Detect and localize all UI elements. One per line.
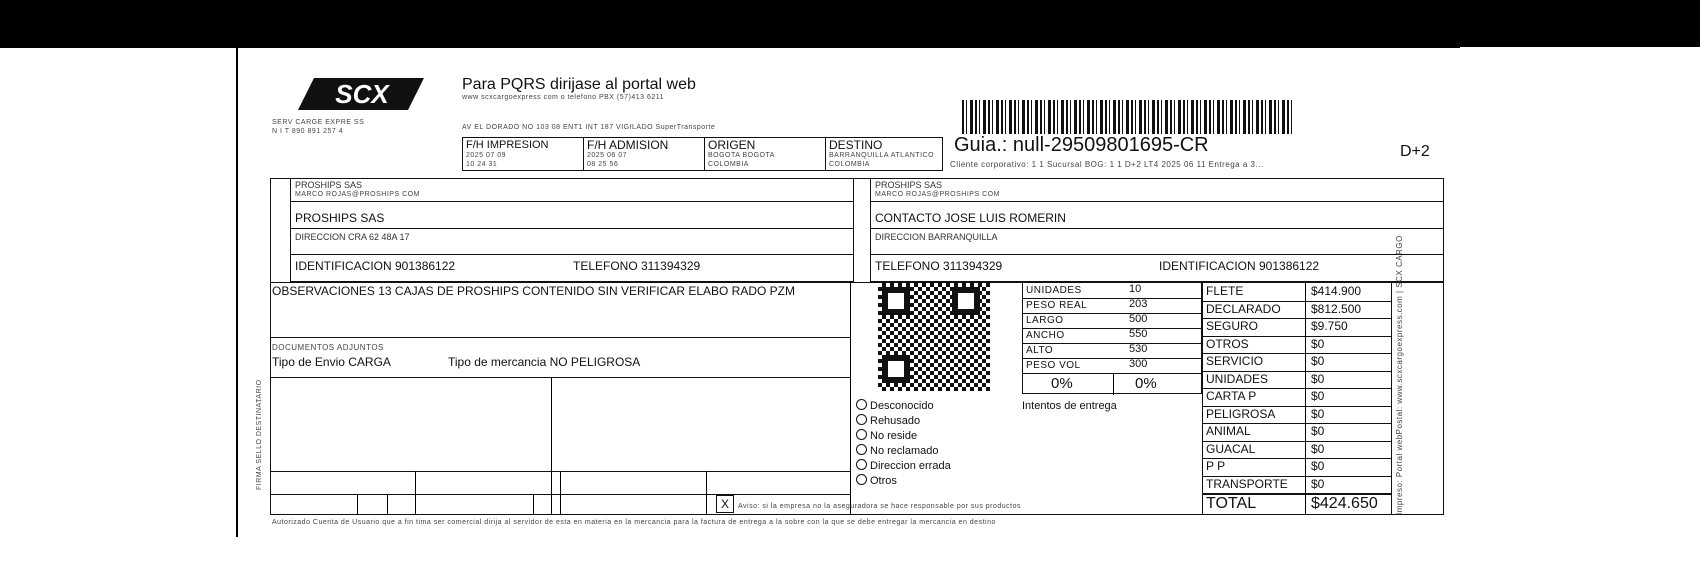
sender-small-name: PROSHIPS SAS [295, 180, 363, 190]
cost-row [1203, 441, 1391, 460]
cost-value: $0 [1311, 476, 1325, 491]
costs-table [1202, 282, 1392, 515]
measure-value: 10 [1129, 283, 1142, 295]
tipo-envio: Tipo de Envio CARGA [272, 355, 391, 369]
radio-circle-icon[interactable] [856, 399, 867, 410]
origen-label: ORIGEN [708, 138, 756, 152]
cost-row [1203, 318, 1391, 337]
top-rule [0, 47, 1460, 48]
pqrs-subtitle: www scxcargoexpress com o telefono PBX (57)413 6211 [462, 94, 665, 101]
cost-value: $9.750 [1311, 319, 1348, 333]
measure-label: PESO VOL [1026, 360, 1081, 371]
measure-value: 530 [1129, 343, 1148, 355]
delivery-code: D+2 [1400, 143, 1430, 160]
status-option-label: No reside [870, 430, 918, 442]
status-options [856, 399, 951, 489]
status-option-label: Desconocido [870, 400, 934, 412]
left-margin-rule [236, 47, 238, 537]
cost-value: $0 [1311, 441, 1325, 456]
cost-row [1203, 458, 1391, 477]
cost-value: $0 [1311, 459, 1325, 473]
fh-impresion-label: F/H IMPRESION [466, 139, 549, 151]
measure-value: 500 [1129, 313, 1148, 325]
cost-label: GUACAL [1206, 441, 1256, 456]
measure-label: ANCHO [1026, 330, 1065, 341]
observaciones: OBSERVACIONES 13 CAJAS DE PROSHIPS CONTENIDO SIN VERIFICAR ELABO RADO PZM [272, 284, 796, 298]
status-option[interactable] [856, 414, 951, 429]
percent-2: 0% [1135, 375, 1157, 392]
measure-label: ALTO [1026, 345, 1054, 356]
status-option-label: No reclamado [870, 445, 939, 457]
measure-label: LARGO [1026, 315, 1064, 326]
sender-identificacion: IDENTIFICACION 901386122 [295, 259, 456, 273]
destino-label: DESTINO [829, 138, 883, 152]
sender-direccion: DIRECCION CRA 62 48A 17 [295, 232, 410, 242]
destino-box [825, 137, 943, 171]
logo-text: SCX [335, 79, 389, 109]
measure-row [1023, 328, 1201, 344]
sender-block [290, 178, 854, 282]
cost-row [1203, 283, 1391, 302]
cost-label: P P [1206, 459, 1226, 473]
scx-logo [296, 76, 426, 112]
cost-row [1203, 423, 1391, 442]
documentos-adjuntos: DOCUMENTOS ADJUNTOS [272, 343, 384, 352]
measure-row [1023, 313, 1201, 329]
cost-label: CARTA P [1206, 389, 1257, 403]
x-mark: X [721, 497, 730, 511]
receiver-telefono: TELEFONO 311394329 [875, 259, 1003, 273]
company-line-2: N I T 890 891 257 4 [272, 128, 344, 135]
total-value: $424.650 [1311, 495, 1378, 512]
status-option-label: Otros [870, 475, 897, 487]
cost-label: OTROS [1206, 336, 1249, 351]
status-option[interactable] [856, 399, 951, 414]
receiver-block [870, 178, 1444, 282]
destino-line-2: COLOMBIA [829, 161, 870, 168]
fh-admision-box [583, 137, 705, 171]
receiver-email: MARCO ROJAS@PROSHIPS COM [875, 191, 1000, 198]
measure-value: 300 [1129, 358, 1148, 370]
cost-value: $0 [1311, 389, 1325, 403]
qr-code [878, 283, 990, 391]
left-side-text: FIRMA SELLO DESTINATARIO [256, 379, 263, 490]
status-option-label: Direccion errada [870, 460, 951, 472]
status-option[interactable] [856, 444, 951, 459]
fh-impresion-time: 10 24 31 [466, 161, 498, 168]
address-line: AV EL DORADO NO 103 08 ENT1 INT 187 VIGILADO SuperTransporte [462, 124, 716, 131]
origen-line-1: BOGOTA BOGOTA [708, 152, 775, 159]
status-option-label: Rehusado [870, 415, 921, 427]
receiver-identificacion: IDENTIFICACION 901386122 [1159, 259, 1320, 273]
cost-value: $0 [1311, 354, 1325, 368]
fh-impresion-box [462, 137, 584, 171]
radio-circle-icon[interactable] [856, 444, 867, 455]
right-side-text: Impreso: Portal webPostal: www.scxcargoexpress.com | SCX CARGO [1395, 235, 1404, 515]
measure-row [1023, 283, 1201, 299]
cost-row [1203, 336, 1391, 355]
intentos-label: Intentos de entrega [1022, 400, 1117, 412]
cost-label: DECLARADO [1206, 301, 1281, 316]
cost-value: $0 [1311, 406, 1325, 421]
measure-value: 550 [1129, 328, 1148, 340]
cost-row [1203, 476, 1391, 495]
cost-value: $0 [1311, 336, 1325, 351]
origen-line-2: COLOMBIA [708, 161, 749, 168]
status-option[interactable] [856, 429, 951, 444]
cost-row [1203, 371, 1391, 390]
receiver-small-name: PROSHIPS SAS [875, 180, 943, 190]
cost-label: SERVICIO [1206, 354, 1264, 368]
radio-circle-icon[interactable] [856, 429, 867, 440]
sender-email: MARCO ROJAS@PROSHIPS COM [295, 191, 420, 198]
percent-1: 0% [1051, 375, 1073, 392]
company-line-1: SERV CARGE EXPRE SS [272, 119, 365, 126]
x-checkbox[interactable] [716, 495, 734, 513]
cost-label: ANIMAL [1206, 424, 1251, 438]
sender-telefono: TELEFONO 311394329 [573, 259, 701, 273]
cost-label: TRANSPORTE [1206, 476, 1288, 491]
measure-label: UNIDADES [1026, 285, 1082, 296]
measure-row [1023, 358, 1201, 374]
cost-row [1203, 388, 1391, 407]
barcode [962, 100, 1292, 134]
radio-circle-icon[interactable] [856, 474, 867, 485]
status-option[interactable] [856, 459, 951, 474]
footer-note: Autorizado Cuenta de Usuario que a fin tima ser comercial dirija al servidor de esta en materia en la mercancia para la factura de entrega a la sobre con la que se debe entregar la mercancia en destino [272, 519, 996, 526]
cost-value: $0 [1311, 371, 1325, 386]
measure-value: 203 [1129, 298, 1148, 310]
fh-impresion-date: 2025 07 09 [466, 152, 507, 159]
origen-box [704, 137, 826, 171]
measure-row [1023, 343, 1201, 359]
cost-value: $414.900 [1311, 284, 1362, 298]
pqrs-title: Para PQRS dirijase al portal web [462, 76, 696, 93]
cost-label: PELIGROSA [1206, 406, 1276, 421]
radio-circle-icon[interactable] [856, 414, 867, 425]
fh-admision-label: F/H ADMISION [587, 138, 669, 152]
fh-admision-time: 08 25 56 [587, 161, 619, 168]
status-option[interactable] [856, 474, 951, 489]
cost-label: FLETE [1206, 284, 1244, 298]
cost-row [1203, 353, 1391, 372]
guia-number: Guia.: null-29509801695-CR [954, 134, 1209, 156]
cost-label: SEGURO [1206, 319, 1259, 333]
cost-row [1203, 301, 1391, 320]
sender-name: PROSHIPS SAS [295, 211, 385, 225]
receiver-direccion: DIRECCION BARRANQUILLA [875, 232, 998, 242]
cost-value: $0 [1311, 424, 1325, 438]
destino-line-1: BARRANQUILLA ATLANTICO [829, 152, 935, 159]
guia-subline: Cliente corporativo: 1 1 Sucursal BOG: 1 1 D+2 LT4 2025 06 11 Entrega a 3... [950, 160, 1264, 169]
receiver-contacto: CONTACTO JOSE LUIS ROMERIN [875, 211, 1066, 225]
cost-label: UNIDADES [1206, 371, 1269, 386]
measures-table [1022, 282, 1202, 394]
total-label: TOTAL [1206, 495, 1257, 512]
measure-label: PESO REAL [1026, 300, 1088, 311]
cost-row [1203, 406, 1391, 425]
radio-circle-icon[interactable] [856, 459, 867, 470]
fh-admision-date: 2025 06 07 [587, 152, 628, 159]
tipo-mercancia: Tipo de mercancia NO PELIGROSA [448, 355, 641, 369]
measure-row [1023, 298, 1201, 314]
aviso-text: Aviso: si la empresa no la aseguradora se hace responsable por sus productos [738, 503, 1022, 510]
top-black-band [0, 0, 1700, 47]
cost-value: $812.500 [1311, 301, 1362, 316]
